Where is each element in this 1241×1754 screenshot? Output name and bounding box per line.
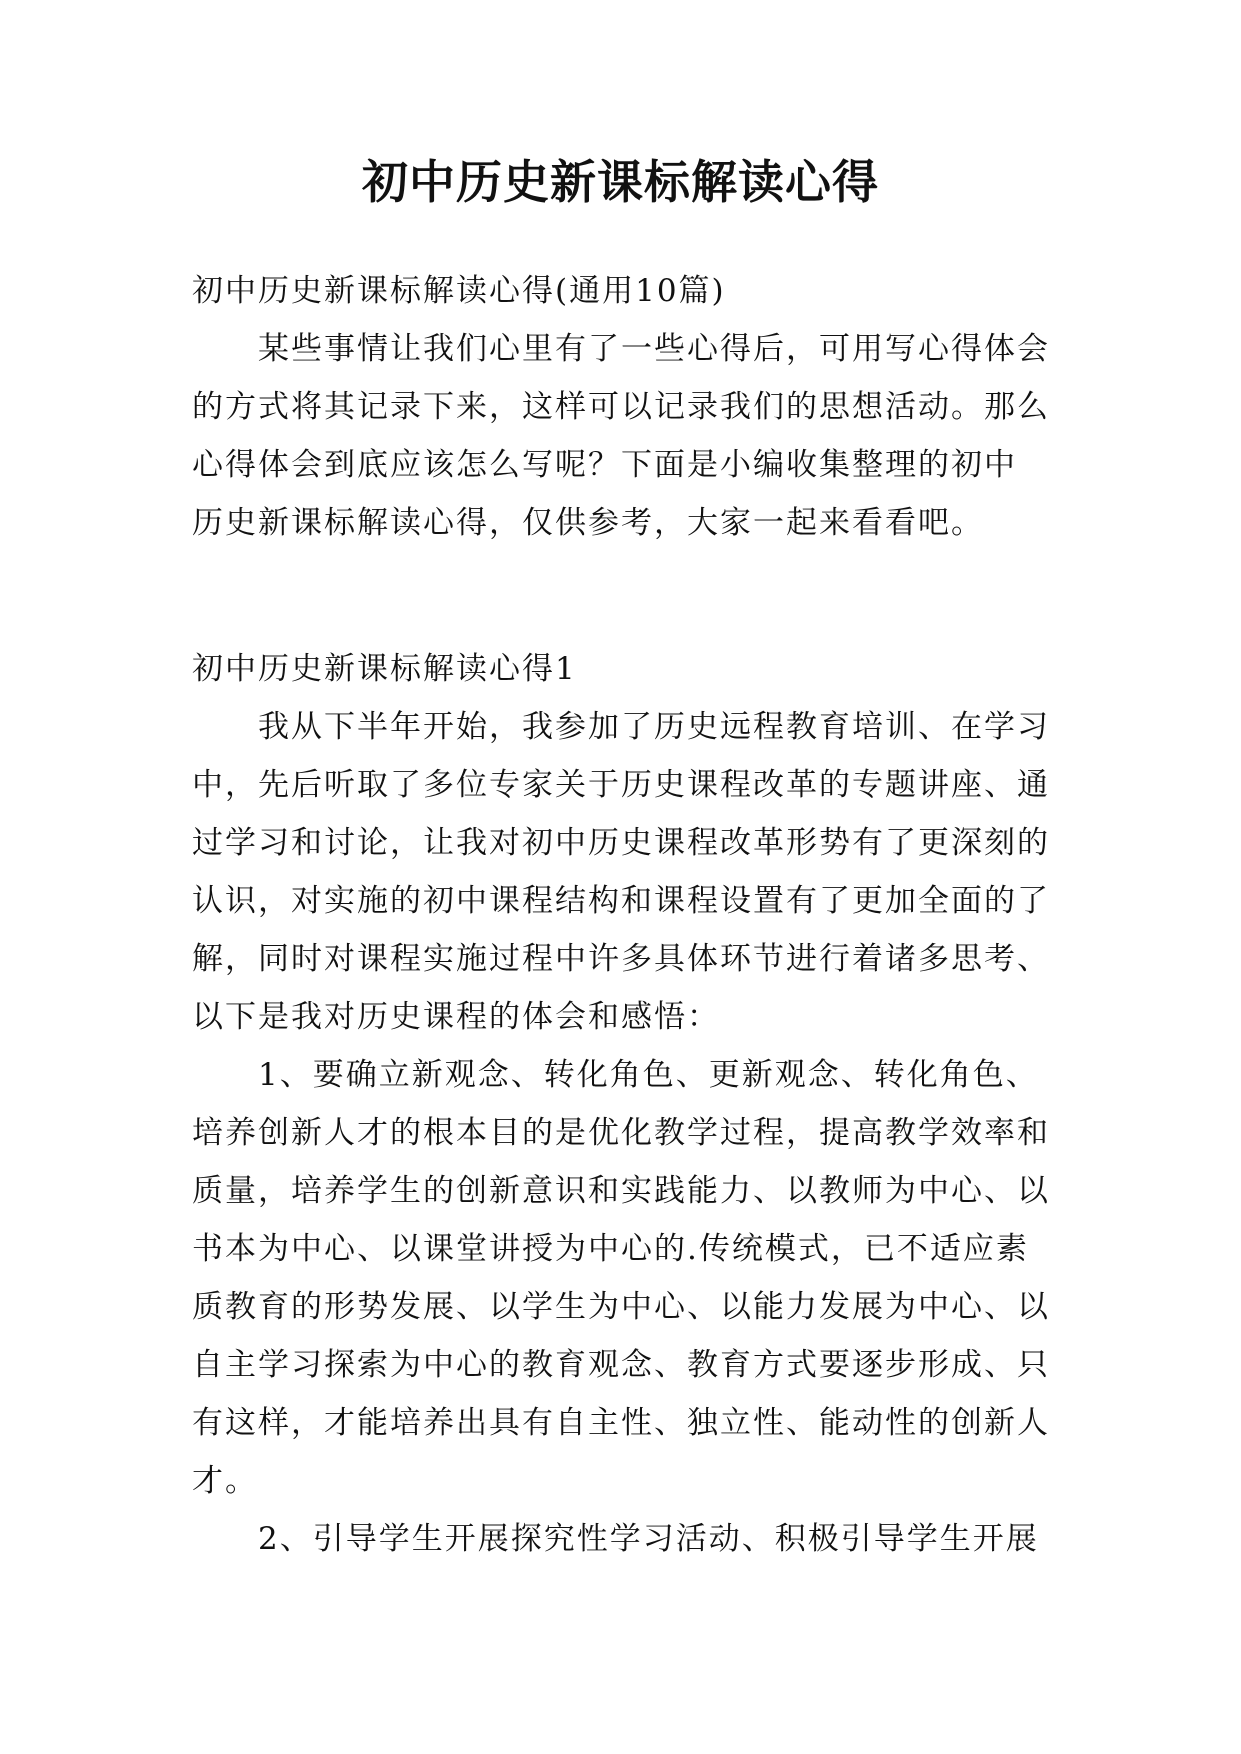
paragraph-line: 中，先后听取了多位专家关于历史课程改革的专题讲座、通 xyxy=(192,767,1050,803)
document-title: 初中历史新课标解读心得 xyxy=(362,155,879,209)
paragraph-line: 培养创新人才的根本目的是优化教学过程，提高教学效率和 xyxy=(192,1115,1050,1151)
intro-line: 的方式将其记录下来，这样可以记录我们的思想活动。那么 xyxy=(192,389,1050,425)
paragraph-line: 1、要确立新观念、转化角色、更新观念、转化角色、 xyxy=(258,1057,1039,1093)
paragraph-line: 认识，对实施的初中课程结构和课程设置有了更加全面的了 xyxy=(192,883,1050,919)
paragraph-line: 以下是我对历史课程的体会和感悟： xyxy=(192,999,720,1035)
paragraph-line: 有这样，才能培养出具有自主性、独立性、能动性的创新人 xyxy=(192,1405,1050,1441)
paragraph-line: 2、引导学生开展探究性学习活动、积极引导学生开展 xyxy=(258,1521,1039,1557)
document-body xyxy=(192,262,1072,1568)
paragraph-line: 才。 xyxy=(192,1463,258,1499)
paragraph-line: 过学习和讨论，让我对初中历史课程改革形势有了更深刻的 xyxy=(192,825,1050,861)
document-subtitle: 初中历史新课标解读心得(通用10篇) xyxy=(192,273,726,309)
intro-line: 心得体会到底应该怎么写呢？下面是小编收集整理的初中 xyxy=(192,447,1017,483)
paragraph-line: 质量，培养学生的创新意识和实践能力、以教师为中心、以 xyxy=(192,1173,1050,1209)
paragraph-line: 质教育的形势发展、以学生为中心、以能力发展为中心、以 xyxy=(192,1289,1050,1325)
section-spacer xyxy=(192,552,1072,640)
paragraph-line: 解，同时对课程实施过程中许多具体环节进行着诸多思考、 xyxy=(192,941,1050,977)
paragraph-line: 自主学习探索为中心的教育观念、教育方式要逐步形成、只 xyxy=(192,1347,1050,1383)
section-heading: 初中历史新课标解读心得1 xyxy=(192,651,577,687)
intro-line: 某些事情让我们心里有了一些心得后，可用写心得体会 xyxy=(258,331,1050,367)
paragraph-line: 我从下半年开始，我参加了历史远程教育培训、在学习 xyxy=(258,709,1050,745)
paragraph-line: 书本为中心、以课堂讲授为中心的.传统模式，已不适应素 xyxy=(192,1231,1029,1267)
intro-line: 历史新课标解读心得，仅供参考，大家一起来看看吧。 xyxy=(192,505,984,541)
